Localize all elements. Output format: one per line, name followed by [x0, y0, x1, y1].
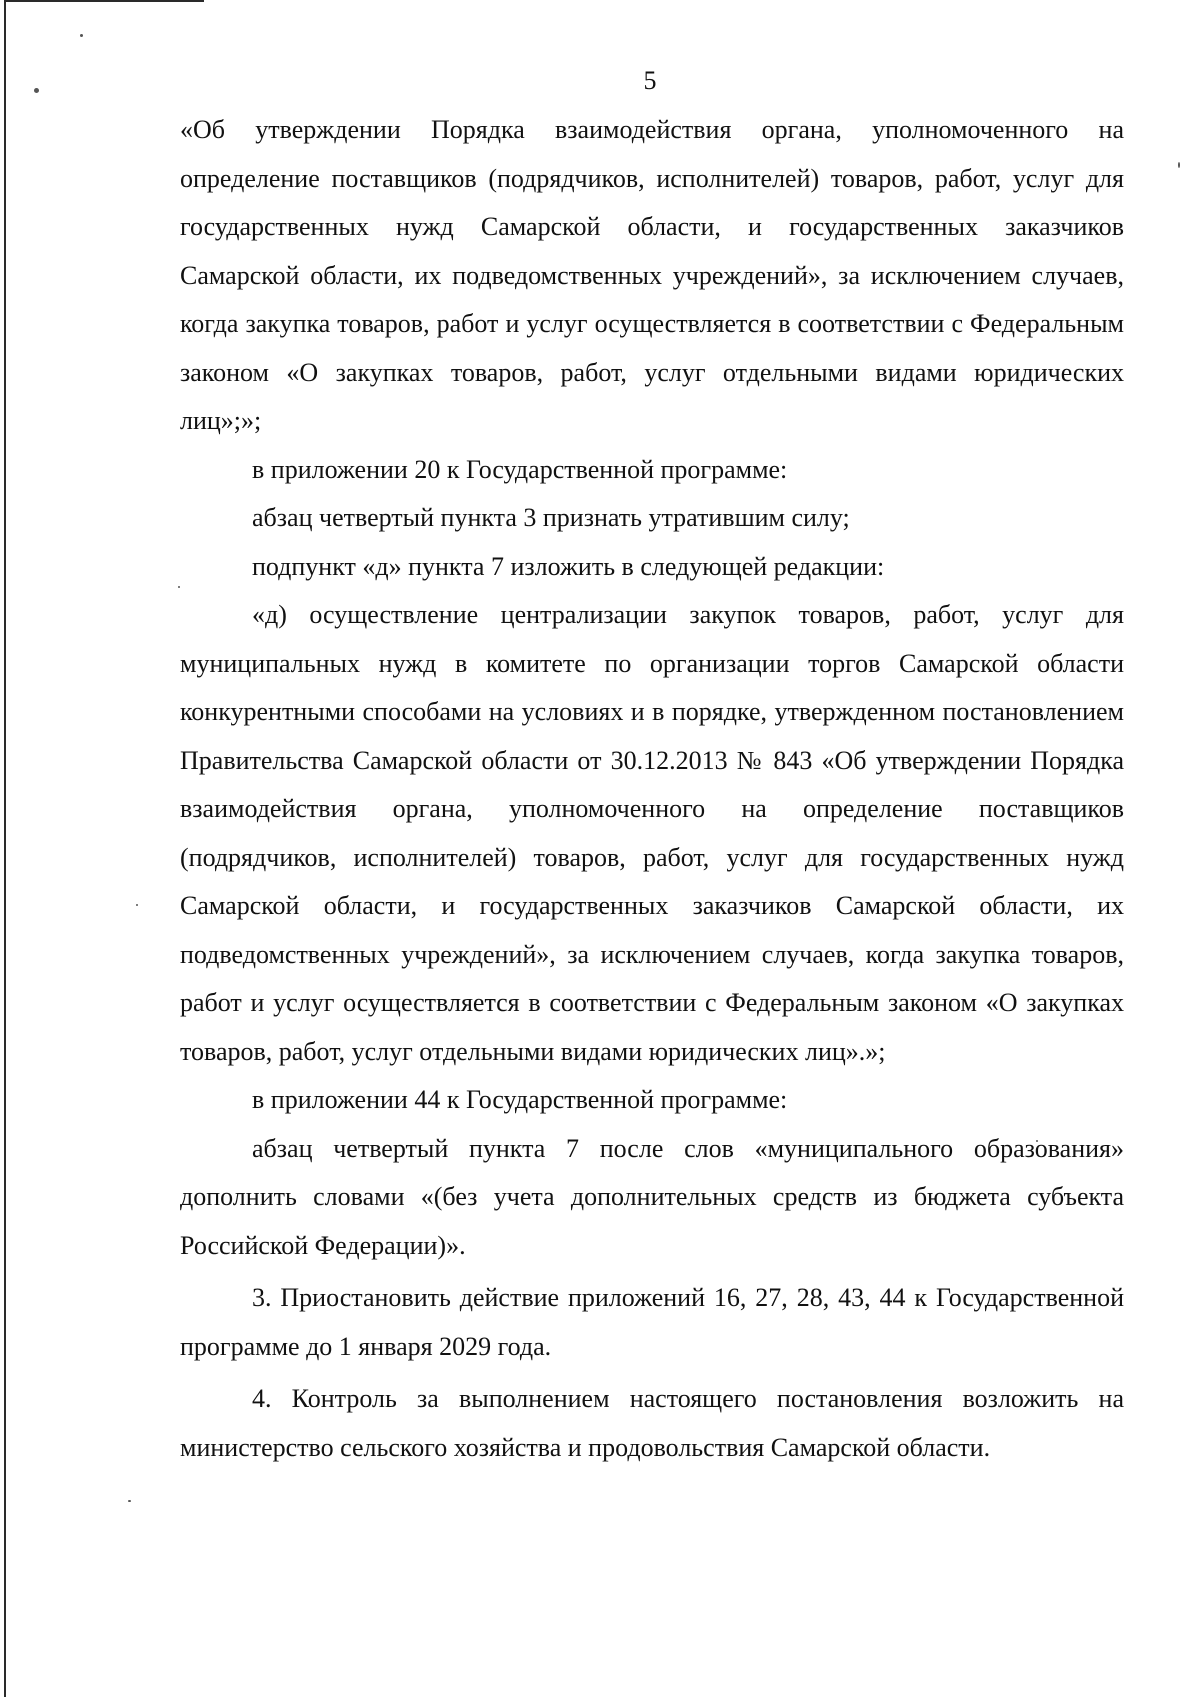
scan-speck [1178, 162, 1180, 168]
scan-edge-top [4, 0, 204, 2]
paragraph-appendix-44: в приложении 44 к Государственной программе: [252, 1085, 788, 1114]
document-body [180, 106, 1124, 1472]
paragraph-item-7-d-text: «д) осуществление централизации закупок товаров, работ, услуг для муниципальных нужд в комитете по организации торгов Самарской области конкурентными способами на условиях и в порядке, утвержденном постановлением Правительства Самарской области от 30.12.2013 № 843 «Об утверждении Порядка взаимодействия органа, уполномоченного на определение поставщиков (подрядчиков, исполнителей) товаров, работ, услуг для государственных нужд Самарской области, и государственных заказчиков Самарской области, их подведомственных учреждений», за исключением случаев, когда закупка товаров, работ и услуг осуществляется в соответствии с Федеральным законом «О закупках товаров, работ, услуг отдельными видами юридических лиц».»; [180, 600, 1124, 1066]
scan-speck [80, 34, 83, 37]
paragraph-appendix-20: в приложении 20 к Государственной программе: [252, 454, 788, 484]
paragraph-section-3: 3. Приостановить действие приложений 16, 27, 28, 43, 44 к Государственной программе до 1 января 2029 года. [180, 1283, 1124, 1361]
paragraph-item-7-addition: абзац четвертый пункта 7 после слов «муниципального образования» дополнить словами «(без учета дополнительных средств из бюджета субъекта Российской Федерации)». [180, 1133, 1124, 1260]
paragraph-section-4: 4. Контроль за выполнением настоящего постановления возложить на министерство сельского хозяйства и продовольствия Самарской области. [180, 1384, 1124, 1462]
scan-edge-left [4, 0, 6, 1697]
paragraph-item-3-repeal: абзац четвертый пункта 3 признать утратившим силу; [252, 503, 850, 532]
scan-speck [128, 1500, 131, 1502]
scan-speck [136, 904, 138, 906]
page-number: 5 [643, 66, 657, 95]
paragraph-item-7-d-intro: подпункт «д» пункта 7 изложить в следующей редакции: [252, 551, 885, 581]
paragraph-continuation: «Об утверждении Порядка взаимодействия органа, уполномоченного на определение поставщиков (подрядчиков, исполнителей) товаров, работ, услуг для государственных нужд Самарской области, и государственных заказчиков Самарской области, их подведомственных учреждений», за исключением случаев, когда закупка товаров, работ и услуг осуществляется в соответствии с Федеральным законом «О закупках товаров, работ, услуг отдельными видами юридических лиц»;»; [180, 115, 1124, 435]
